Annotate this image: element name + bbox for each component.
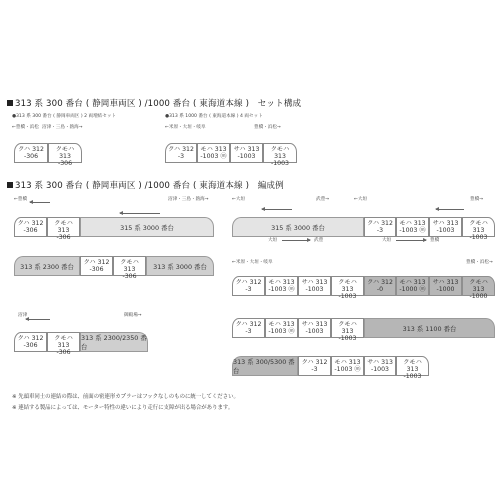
left-row3-direction-left: 沼津 bbox=[18, 313, 28, 318]
set-b-car-4: クモハ 313 -1003 bbox=[263, 143, 297, 163]
right-row1-block-sub-left: 大垣 bbox=[268, 238, 278, 243]
arrow-left-icon bbox=[262, 209, 292, 210]
set-a-direction-left: ←豊橋・浜松 bbox=[12, 125, 39, 130]
left-row2-car-2: クモハ 313 -306 bbox=[113, 256, 146, 276]
arrow-right-icon bbox=[396, 240, 426, 241]
right-row2-car-1: クハ 312 -3 bbox=[232, 276, 265, 296]
arrow-left-icon bbox=[26, 319, 50, 320]
set-b-direction-right: 豊橋・浜松→ bbox=[254, 125, 281, 130]
set-a-caption: ●313 系 300 番台 ( 静岡車両区 ) 2 両増結セット bbox=[12, 114, 117, 119]
section2-title: 313 系 300 番台 ( 静岡車両区 ) /1000 番台 ( 東海道本線 ) 編成例 bbox=[7, 179, 284, 191]
right-row3-car-3: サハ 313 -1003 bbox=[298, 318, 331, 338]
left-row3-block-313-2300-2350: 313 系 2300/2350 番台 bbox=[81, 334, 147, 351]
set-a-car-1: クハ 312 -306 bbox=[14, 143, 48, 163]
note-1: ※ 先頭車同士の連結の際は、前面の密連形カプラーはフックなしのものに統一してください。 bbox=[12, 394, 239, 400]
left-row2-block-313-2300: 313 系 2300 番台 bbox=[14, 256, 80, 276]
arrow-right-icon bbox=[282, 240, 310, 241]
right-row1-car-2: モハ 313 -1003 ⓜ bbox=[396, 217, 429, 237]
right-row2-car-8: クモハ 313 -1000 bbox=[462, 276, 495, 296]
set-b-caption: ●313 系 1000 番台 ( 東海道本線 ) 4 両セット bbox=[165, 114, 263, 119]
right-row2-car-4: クモハ 313 -1003 bbox=[331, 276, 364, 296]
right-row2-direction-left: ←米原・大垣・岐阜 bbox=[232, 260, 273, 265]
right-row3-car-1: クハ 312 -3 bbox=[232, 318, 265, 338]
arrow-left-icon bbox=[120, 213, 160, 214]
set-a-direction-right: 沼津・三島・熱海→ bbox=[42, 125, 83, 130]
right-row4-block-313-300-5300: 313 系 300/5300 番台 bbox=[232, 356, 298, 376]
right-row1-direction-left: ←大垣 bbox=[232, 197, 246, 202]
left-row1-block-315-3000: 315 系 3000 番台 bbox=[80, 217, 214, 237]
left-row1-car-1: クハ 312 -306 bbox=[14, 217, 47, 237]
right-row1-block-315-3000: 315 系 3000 番台 bbox=[232, 217, 364, 237]
left-row3-car-1: クハ 312 -306 bbox=[14, 332, 47, 352]
right-row1-car-4: クモハ 313 -1003 bbox=[462, 217, 495, 237]
set-b-direction-left: ←米原・大垣・岐阜 bbox=[165, 125, 206, 130]
right-row1-car-sub-right: 豊橋 bbox=[430, 238, 440, 243]
set-b-car-2: モハ 313 -1003 ⓜ bbox=[197, 143, 230, 163]
right-row1-car-1: クハ 312 -3 bbox=[364, 217, 396, 237]
right-row2-car-6: モハ 313 -1000 ⓜ bbox=[396, 276, 429, 296]
left-row1-direction-right: 沼津・三島・熱海→ bbox=[168, 197, 209, 202]
left-row1-direction-left: ←豊橋 bbox=[14, 197, 28, 202]
left-row2-car-1: クハ 312 -306 bbox=[80, 256, 113, 276]
arrow-left-icon bbox=[30, 202, 50, 203]
right-row1-direction-mid: 武豊→ bbox=[316, 197, 330, 202]
right-row4-car-3: サハ 313 -1003 bbox=[364, 356, 396, 376]
right-row4-car-1: クハ 312 -3 bbox=[298, 356, 331, 376]
note-2: ※ 連結する製品によっては、モーター特性の違いにより走行に支障が出る場合があります。 bbox=[12, 405, 234, 411]
right-row3-car-4: クモハ 313 -1003 bbox=[331, 318, 364, 338]
right-row2-car-3: サハ 313 -1003 bbox=[298, 276, 331, 296]
square-bullet-icon bbox=[7, 100, 13, 106]
left-row1-car-2: クモハ 313 -306 bbox=[47, 217, 80, 237]
right-row3-block-313-1100: 313 系 1100 番台 bbox=[364, 318, 495, 338]
right-row1-direction-right: 豊橋→ bbox=[470, 197, 484, 202]
left-row3-car-2: クモハ 313 -306 bbox=[47, 332, 80, 352]
square-bullet-icon bbox=[7, 182, 13, 188]
right-row4-car-2: モハ 313 -1003 ⓜ bbox=[331, 356, 364, 376]
set-b-car-1: クハ 312 -3 bbox=[165, 143, 197, 163]
right-row2-car-2: モハ 313 -1003 ⓜ bbox=[265, 276, 298, 296]
set-a-car-2: クモハ 313 -306 bbox=[48, 143, 82, 163]
right-row2-direction-right: 豊橋・浜松→ bbox=[466, 260, 493, 265]
right-row2-car-5: クハ 312 -0 bbox=[364, 276, 396, 296]
arrow-left-icon bbox=[436, 209, 464, 210]
left-row3-direction-right: 御殿場→ bbox=[124, 313, 142, 318]
right-row1-block-sub-right: 武豊 bbox=[314, 238, 324, 243]
left-row2-block-313-3000: 313 系 3000 番台 bbox=[146, 256, 214, 276]
right-row4-car-4: クモハ 313 -1003 bbox=[396, 356, 429, 376]
right-row1-car-sub-left: 大垣 bbox=[382, 238, 392, 243]
set-b-car-3: サハ 313 -1003 bbox=[230, 143, 263, 163]
right-row3-car-2: モハ 313 -1003 ⓜ bbox=[265, 318, 298, 338]
right-row1-car-3: サハ 313 -1003 bbox=[429, 217, 462, 237]
right-row1-direction-mid2: ←大垣 bbox=[354, 197, 368, 202]
right-row2-car-7: サハ 313 -1000 bbox=[429, 276, 462, 296]
section1-title: 313 系 300 番台 ( 静岡車両区 ) /1000 番台 ( 東海道本線 ) セット構成 bbox=[7, 97, 301, 109]
